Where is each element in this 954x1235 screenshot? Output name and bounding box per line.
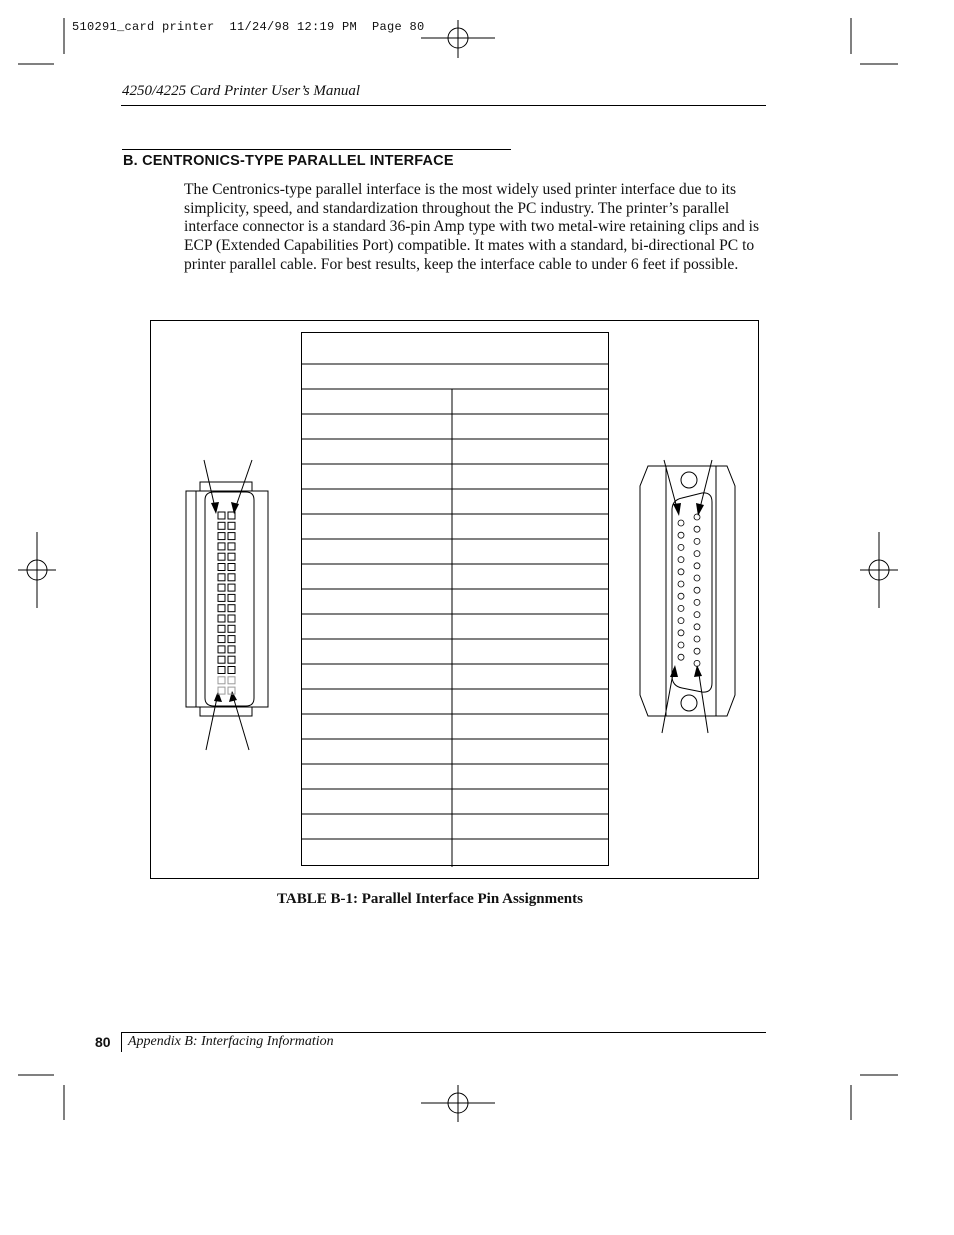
- connector-pin: [678, 593, 684, 599]
- table-caption: TABLE B-1: Parallel Interface Pin Assignments: [277, 891, 583, 907]
- connector-pin: [694, 599, 700, 605]
- connector-pin: [694, 575, 700, 581]
- connector-pin: [678, 557, 684, 563]
- connector-pin: [678, 654, 684, 660]
- print-slug: 510291_card printer 11/24/98 12:19 PM Page 80: [72, 20, 425, 34]
- connector-pin: [678, 605, 684, 611]
- running-header: 4250/4225 Card Printer User’s Manual: [122, 83, 361, 99]
- connector-pin: [694, 612, 700, 618]
- connector-pin: [694, 538, 700, 544]
- connector-pin: [678, 544, 684, 550]
- connector-pin: [678, 581, 684, 587]
- connector-pin: [678, 532, 684, 538]
- connector-pin: [678, 642, 684, 648]
- body-paragraph: The Centronics-type parallel interface is the most widely used printer interface due to its simplicity, speed, and standardization throughout the PC industry. The printer’s parallel interface connector is a standard 36-pin Amp type with two metal-wire retaining clips and is ECP (Extended Capabilities Port) compatible. It mates with a standard, bi-directional PC to printer parallel cable. For best results, keep the interface cable to under 6 feet if possible.: [184, 181, 760, 273]
- page-number: 80: [95, 1034, 111, 1050]
- section-title: B. CENTRONICS-TYPE PARALLEL INTERFACE: [123, 153, 454, 169]
- footer-separator: [121, 1032, 122, 1052]
- footer-rule: [121, 1032, 766, 1033]
- connector-pin: [678, 520, 684, 526]
- connector-pin: [694, 648, 700, 654]
- connector-pin: [694, 563, 700, 569]
- connector-pin: [678, 569, 684, 575]
- connector-pin: [694, 624, 700, 630]
- connector-pin: [678, 630, 684, 636]
- connector-pin: [678, 618, 684, 624]
- connector-pin: [694, 636, 700, 642]
- connector-pin: [694, 587, 700, 593]
- footer-text: Appendix B: Interfacing Information: [128, 1034, 334, 1049]
- connector-pin: [694, 514, 700, 520]
- connector-pin: [694, 551, 700, 557]
- connector-pin: [694, 526, 700, 532]
